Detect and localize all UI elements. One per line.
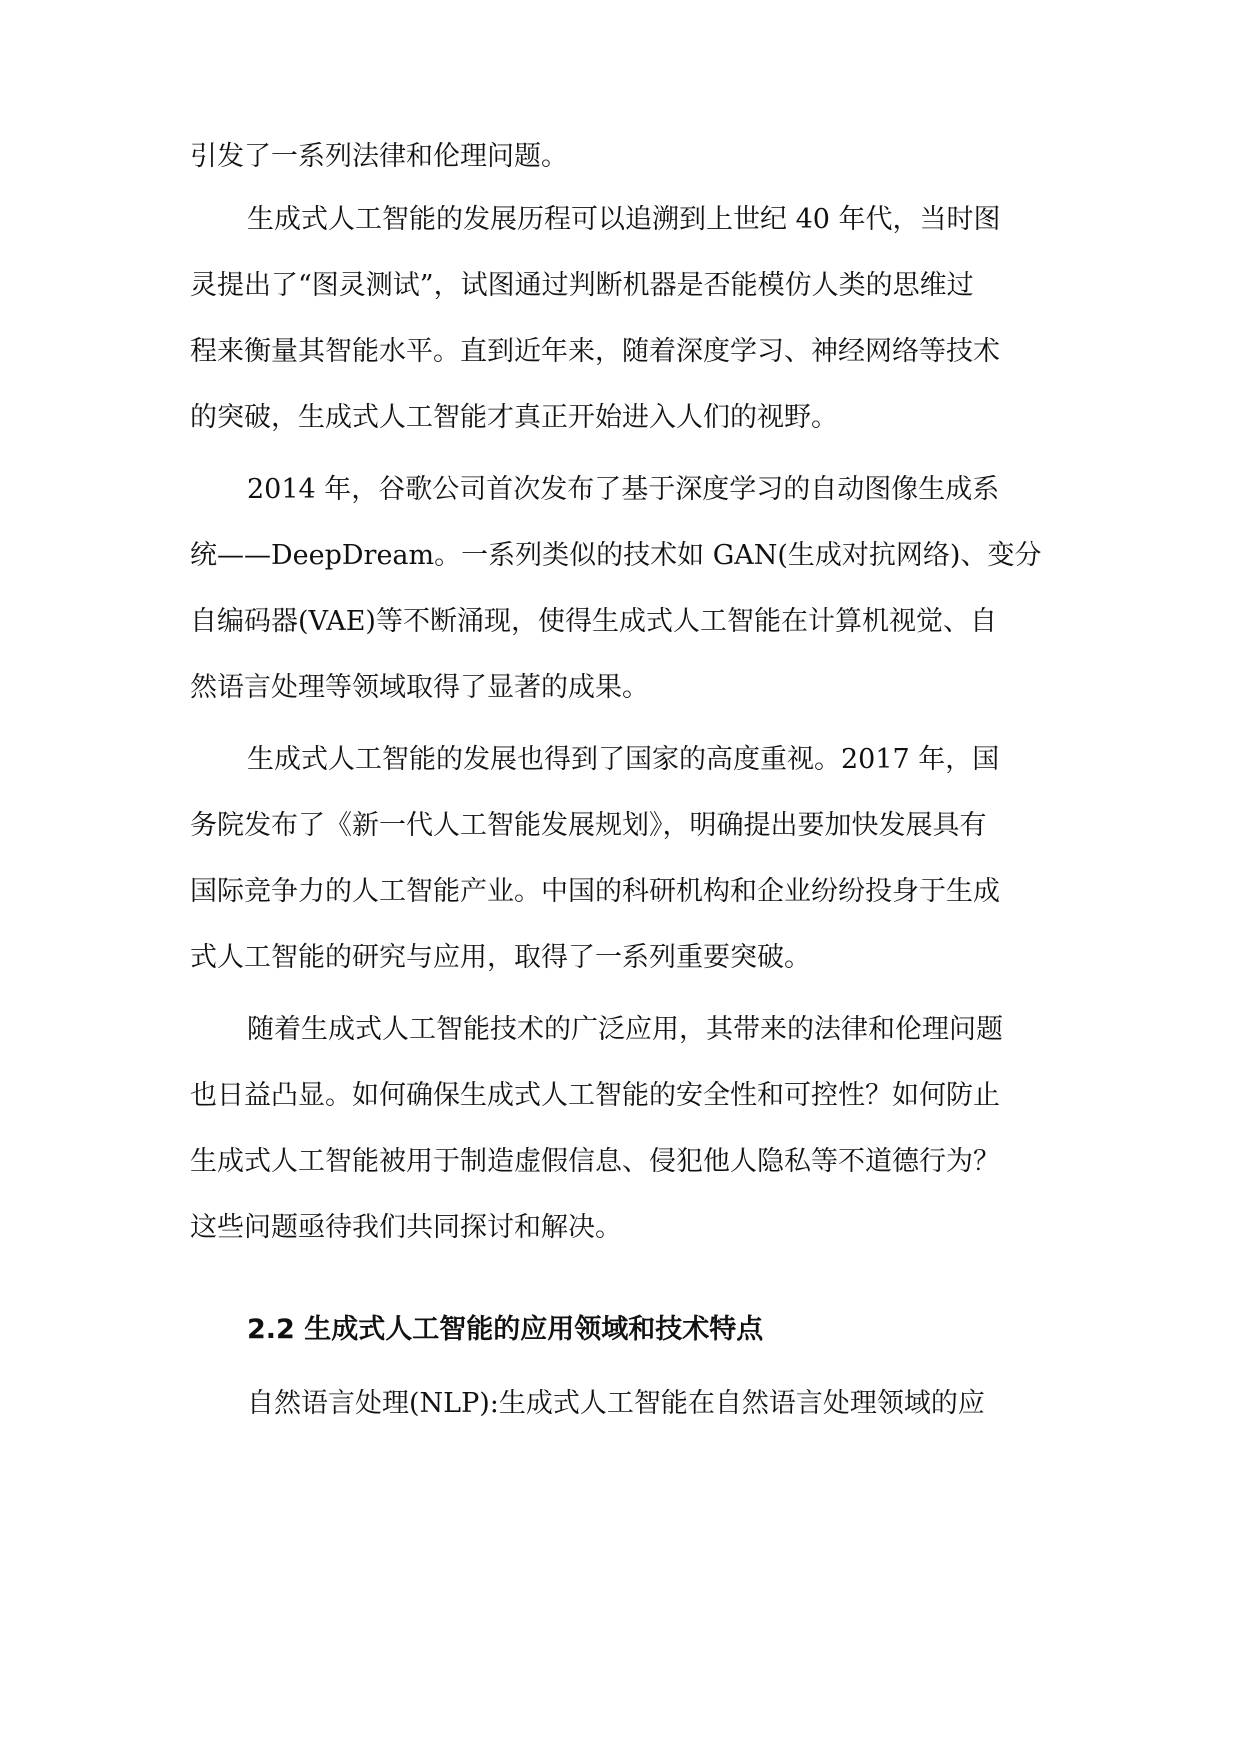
paragraph-first-line: 2014 年，谷歌公司首次发布了基于深度学习的自动图像生成系 <box>247 474 1000 505</box>
paragraph-first-line: 随着生成式人工智能技术的广泛应用，其带来的法律和伦理问题 <box>247 1014 1003 1045</box>
text-line: 生成式人工智能被用于制造虚假信息、侵犯他人隐私等不道德行为？ <box>190 1146 1000 1177</box>
text-line: 自编码器(VAE)等不断涌现，使得生成式人工智能在计算机视觉、自 <box>190 606 997 637</box>
text-line: 也日益凸显。如何确保生成式人工智能的安全性和可控性？如何防止 <box>190 1080 1000 1111</box>
paragraph-first-line: 自然语言处理(NLP):生成式人工智能在自然语言处理领域的应 <box>247 1388 985 1419</box>
text-line: 的突破，生成式人工智能才真正开始进入人们的视野。 <box>190 402 838 433</box>
paragraph-first-line: 生成式人工智能的发展也得到了国家的高度重视。2017 年，国 <box>247 744 1000 775</box>
text-line: 程来衡量其智能水平。直到近年来，随着深度学习、神经网络等技术 <box>190 336 1000 367</box>
text-line: 然语言处理等领域取得了显著的成果。 <box>190 672 649 703</box>
text-line: 统——DeepDream。一系列类似的技术如 GAN(生成对抗网络)、变分 <box>190 540 1042 571</box>
text-line: 国际竞争力的人工智能产业。中国的科研机构和企业纷纷投身于生成 <box>190 876 1000 907</box>
section-heading: 2.2 生成式人工智能的应用领域和技术特点 <box>247 1314 764 1345</box>
text-line: 引发了一系列法律和伦理问题。 <box>190 141 568 172</box>
text-line: 灵提出了“图灵测试”，试图通过判断机器是否能模仿人类的思维过 <box>190 270 974 301</box>
text-line: 务院发布了《新一代人工智能发展规划》，明确提出要加快发展具有 <box>190 810 987 841</box>
text-line: 式人工智能的研究与应用，取得了一系列重要突破。 <box>190 942 811 973</box>
text-line: 这些问题亟待我们共同探讨和解决。 <box>190 1212 622 1243</box>
paragraph-first-line: 生成式人工智能的发展历程可以追溯到上世纪 40 年代，当时图 <box>247 204 1001 235</box>
